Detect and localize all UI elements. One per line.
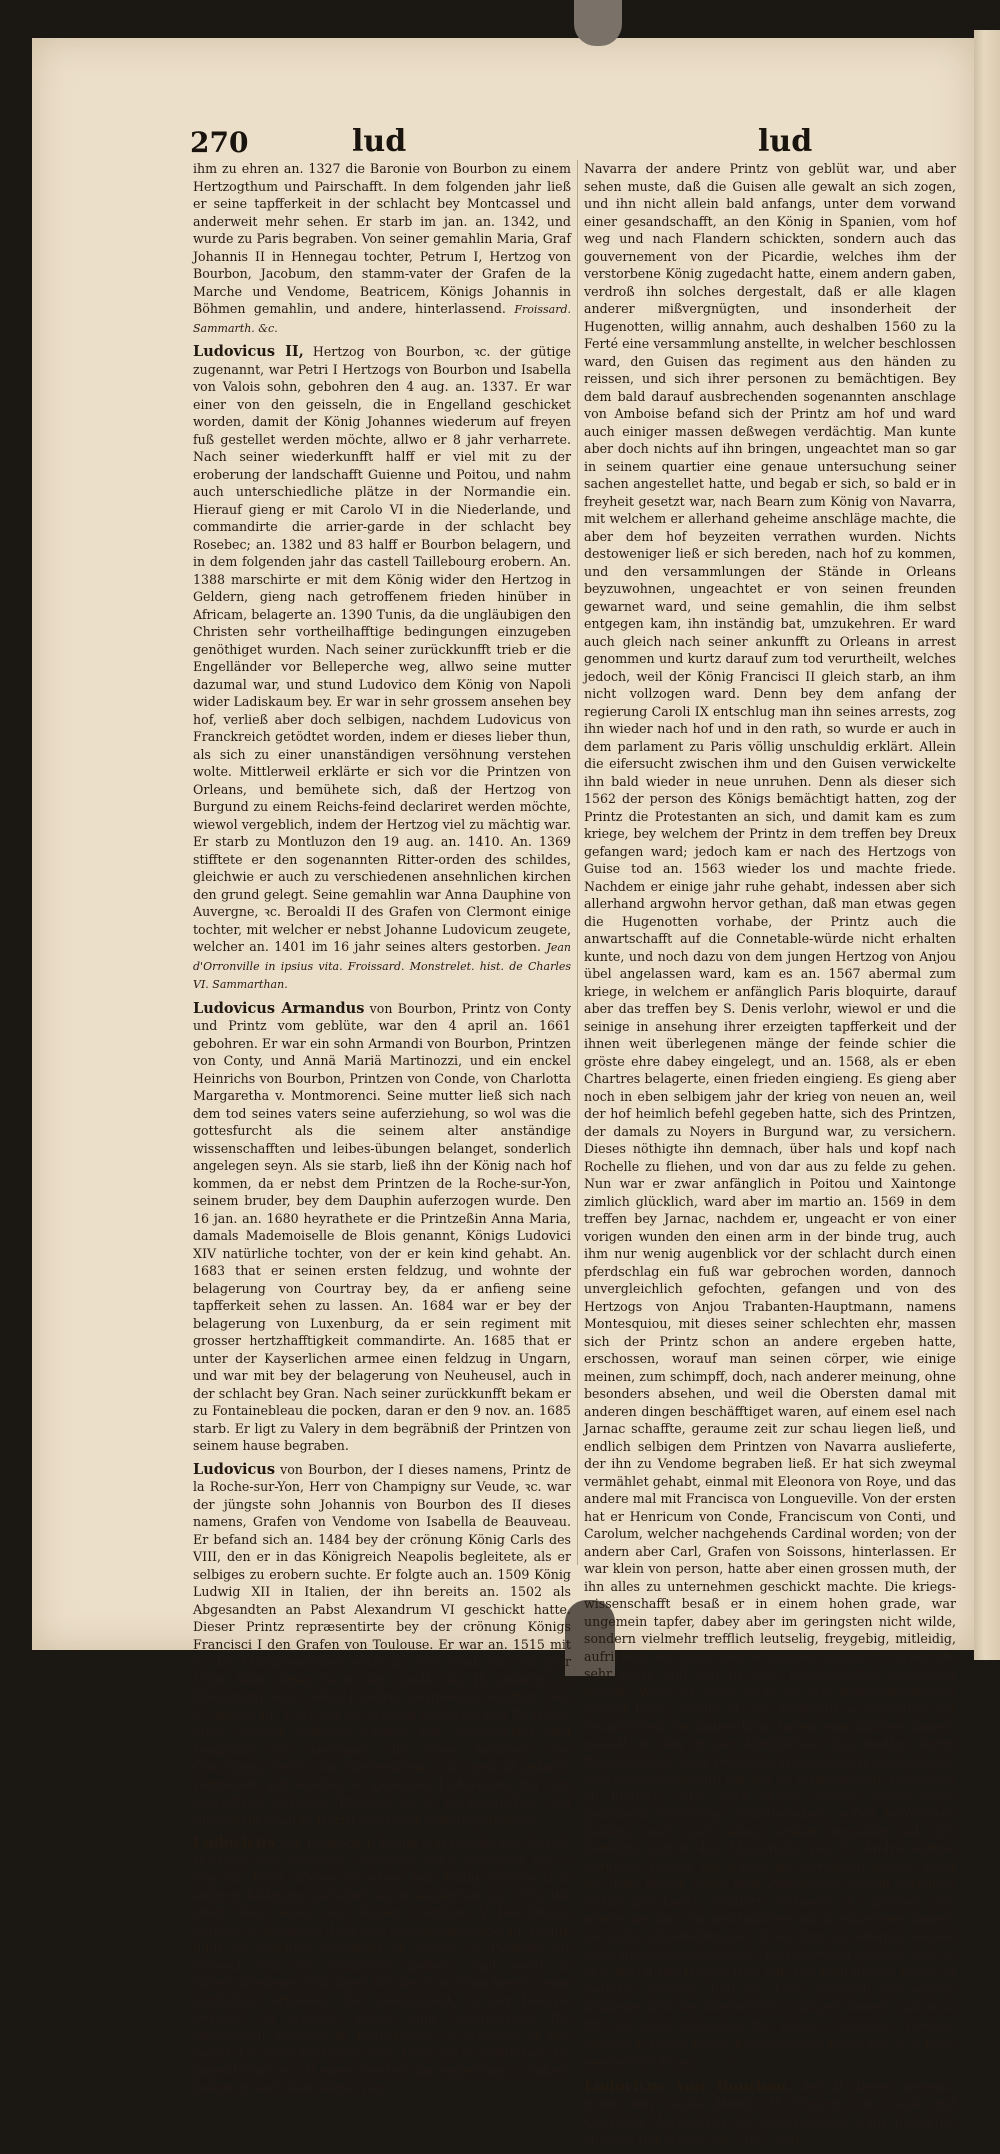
entry-text: Navarra der andere Printz von geblüt war, und aber sehen muste, daß die Guisen alle gewalt an sich zogen, und ihn nicht allein bald anfangs, unter dem vorwand einer gesandschafft, an den König in Spanien, vom hof weg und nach Flandern schickten, sondern auch das gouvernement von der Picardie, welches ihm der verstorbene König zugedacht hatte, einem andern gaben, verdroß ihn solches dergestalt, daß er alle klagen anderer mißvergnügten, und insonderheit der Hugenotten, willig annahm, auch deshalben 1560 zu la Ferté eine versammlung anstellte, in welcher beschlossen ward, den Guisen das regiment aus den händen zu reissen, und sich ihrer personen zu bemächtigen. Bey dem bald darauf ausbrechenden sogenannten anschlage von Amboise befand sich der Printz am hof und ward auch einiger massen deßwegen verdächtig. Man kunte aber doch nichts auf ihn bringen, ungeachtet man so gar in seinem quartier eine genaue untersuchung seiner sachen angestellet hatte, und begab er sich, so bald er in freyheit gesetzt war, nach Bearn zum König von Navarra, mit welchem er allerhand geheime anschläge machte, die aber dem hof beyzeiten verrathen wurden. Nichts destoweniger ließ er sich bereden, nach hof zu kommen, und den versammlungen der Stände in Orleans beyzuwohnen, ungeachtet er von seinen freunden gewarnet ward, und seine gemahlin, die ihm selbst entgegen kam, ihn inständig bat, umzukehren. Er ward auch gleich nach seiner ankunfft zu Orleans in arrest genommen und kurtz darauf zum tod verurtheilt, welches jedoch, weil der König Francisci II gleich starb, an ihm nicht vollzogen ward. Denn bey dem anfang der regierung Caroli IX entschlug man ihn seines arrests, zog ihn wieder nach hof und in den rath, so wurde er auch in dem parlament zu Paris völlig unschuldig erklärt. Allein die eifersucht zwischen ihm und den Guisen verwickelte ihn bald wieder in neue unruhen. Denn als dieser sich 1562 der person des Königs bemächtigt hatten, zog der Printz die Protestanten an sich, und damit kam es zum kriege, bey welchem der Printz in dem treffen bey Dreux gefangen ward; jedoch kam er nach des Hertzogs von Guise tod an. 1563 wieder los und machte friede. Nachdem er einige jahr ruhe gehabt, indessen aber sich allerhand argwohn hervor gethan, daß man etwas gegen die Hugenotten vorhabe, der Printz auch die anwartschafft auf die Connetable-würde nicht erhalten kunte, und noch dazu von dem jungen Hertzog von Anjou übel angelassen ward, kam es an. 1567 abermal zum kriege, in welchem er anfänglich Paris bloquirte, darauf aber das treffen bey S. Denis verlohr, wiewol er und die seinige in ansehung ihrer erzeigten tapfferkeit und der ihnen weit überlegenen mänge der feinde schier die gröste ehre dabey eingelegt, und an. 1568, als er eben Chartres belagerte, einen frieden eingieng. Es gieng aber noch in eben selbigem jahr der krieg von neuen an, weil der hof heimlich befehl gegeben hatte, sich des Printzen, der damals zu Noyers in Burgund war, zu versichern. Dieses nöthigte ihn demnach, über hals und kopf nach Rochelle zu fliehen, und von dar aus zu felde zu gehen. Nun war er zwar anfänglich in Poitou und Xaintonge zimlich glücklich, ward aber im martio an. 1569 in dem treffen bey Jarnac, nachdem er, ungeacht er von einer vorigen wunden den einen arm in der binde trug, auch ihm nur wenig augenblick vor der schlacht durch einen pferdschlag ein fuß war gebrochen worden, dannoch unvergleichlich gefochten, gefangen und von des Hertzogs von Anjou Trabanten-Hauptmann, namens Montesquiou, mit dieses seiner schlechten ehr, massen sich der Printz schon an andere ergeben hatte, erschossen, worauf man seinen cörper, wie einige meinen, zum schimpff, doch, nach anderer meinung, ohne besonders absehen, und weil die Obersten damal mit anderen dingen beschäfftiget waren, auf einem esel nach Jarnac schaffte, geraume zeit zur schau liegen ließ, und endlich selbigen dem Printzen von Navarra auslieferte, der ihn zu Vendome begraben ließ. Er hat sich zweymal vermählet gehabt, einmal mit Eleonora von Roye, und das andere mal mit Francisca von Longueville. Von der ersten hat er Henricum von Conde, Franciscum von Conti, und Carolum, welcher nachgehends Cardinal worden; von der andern aber Carl, Grafen von Soissons, hinterlassen. Er war klein von person, hatte aber einen grossen muth, der ihn alles zu unternehmen geschickt machte. Die kriegs-wissenschafft besaß er in einem hohen grade, war ungemein tapfer, dabey aber im geringsten nicht wilde, sondern vielmehr trefflich leutselig, freygebig, mitleidig, aufrichtig, ein feind aller schlimmen räncke. Er schertzte sehr gern, und war in allen gelegenheiten ausbündig beredt. Wenn er nicht stets so viel widerwärtigkeiten gehabt hätte, würde er sich vielleicht so wollüstig und insonderheit die frauen-liebe haben einschläffern lassen, gestalt er den in der Königlichen frau mutter ihrem frauenzimmer zwey berühmte liebes-abentheuren gehabt, welche die Regentin, um ihn an ernsthafftern gedancken zu hindern, oder auch durch solches mittel seine geheimen vorschläge auszuforschen, selbst beförderen helffen, auch nach seiner ersten gemahlin tod sich bemühte durch des Marschalls von S. Andre wittwe berücken lassen, um solche zu heyrathen; wiewol sonst die liebe dieser Dame dem Printzen in seinem vorhaben nichts geschadet, sondern vielmehr ihr grosses gut, wovon sie ihm ein ansehnliches stück zukommen lassen, gar wohl aufgeholffen hat. Es wil ihm von einigen, wiewol ohne gnugsame gewißheit, beygemessen werden, daß er sich durch die Hugenotten auf den Königlichen thron zu zwingen gesucht, und an. 1567 müntzen mit seinem bildnisse und der überschrifft schlagen lassen; (584, 161, 956, 2014)
entry-ludovicus-conde-ii (584, 2078, 956, 2148)
entry-continuation (584, 160, 956, 2072)
entry-lead: Ludovicus von Bourbon, (584, 2077, 792, 2095)
running-head-right: lud (758, 124, 813, 159)
entry-source: Thuanus. Mezerai. P. Daniel. Davila. Brantome capit. Franc. tom. 3. le Blanc memoires de France. (584, 2019, 956, 2069)
column-divider (577, 160, 578, 1565)
left-column (193, 160, 571, 2103)
entry-ludovicus-armandus (193, 1000, 571, 1455)
page-number: 270 (190, 126, 249, 159)
entry-text: von Bourbon I, Printz von Condé, war Caroli, Hertzogs von Vendome, siebender sohn, gebohren den 7 may an. 1530. Wiewol er schon dem König Henrico II in einigen feldzügen gefolget, auch sonderlich an. 1552 die stadt Metz wider den Kayser Carolum V beschützen helffen, so fienge er doch erst nach dessen tode an, rechte figur zu machen, nachdem er vorher in Piemont als Colonel von der infanterie gedient, und sonst in unterschiedenen feldzügen für die Cron Franckreich seine tapfferkeit erwiesen. Die gelegenheit, in der historie bekannt zu werden, gaben ihm meistentheils die innerlichen unruhen in Franckreich, in welchen er das haupt der einen partheyen war. Denn als er hoffte bey der jugend Francisci II einen theil an der regierung zu haben, indem er nach dem König von (193, 1835, 571, 2095)
entry-lead: Ludovicus II, (193, 343, 304, 360)
entry-text: ihm zu ehren an. 1327 die Baronie von Bourbon zu einem Hertzogthum und Pairschafft. In dem folgenden jahr ließ er seine tapfferkeit in der schlacht bey Montcassel und anderweit mehr sehen. Er starb im jan. an. 1342, und wurde zu Paris begraben. Von seiner gemahlin Maria, Graf Johannis II in Hennegau tochter, Petrum I, Hertzog von Bourbon, Jacobum, den stamm-vater der Grafen de la Marche und Vendome, Beatricem, Königs Johannis in Böhmen gemahlin, und andere, hinterlassend. (193, 161, 571, 316)
entry-ludovicus-conde-i (193, 1834, 571, 2097)
next-page-edge (974, 30, 1000, 1660)
top-clip (574, 0, 622, 46)
entry-lead: Ludovicus (193, 1834, 276, 1851)
entry-ludovicus-roche-sur-yon (193, 1461, 571, 1829)
entry-text: Hertzog von Bourbon, ꝛc. der gütige zugenannt, war Petri I Hertzogs von Bourbon und Isabella von Valois sohn, gebohren den 4 aug. an. 1337. Er war einer von den geisseln, die in Engelland geschicket worden, damit der König Johannes wiederum auf freyen fuß gestellet werden möchte, allwo er 8 jahr verharrete. Nach seiner wiederkunfft halff er viel mit zu der eroberung der landschafft Guienne und Poitou, und nahm auch unterschiedliche plätze in der Normandie ein. Hierauf gieng er mit Carolo VI in die Niederlande, und commandirte die arrier-garde in der schlacht bey Rosebec; an. 1382 und 83 halff er Bourbon belagern, und in dem folgenden jahr das castell Taillebourg erobern. An. 1388 marschirte er mit dem König wider den Hertzog in Geldern, gieng nach getroffenem frieden hinüber in Africam, belagerte an. 1390 Tunis, da die ungläubigen den Christen sehr vortheilhafftige bedingungen einzugeben genöthiget wurden. Nach seiner zurückkunfft trieb er die Engelländer vor Belleperche weg, allwo seine mutter dazumal war, und stund Ludovico dem König von Napoli wider Ladiskaum bey. Er war in sehr grossem ansehen bey hof, verließ aber doch selbigen, nachdem Ludovicus von Franckreich getödtet worden, indem er dieses lieber thun, als sich zu einer unanständigen versöhnung verstehen wolte. Mittlerweil erklärte er sich vor die Printzen von Orleans, und bemühete sich, daß der Hertzog von Burgund zu einem Reichs-feind declariret werden möchte, wiewol vergeblich, indem der Hertzog viel zu mächtig war. Er starb zu Montluzon den 19 aug. an. 1410. An. 1369 stifftete er den sogenannten Ritter-orden des schildes, gleichwie er auch zu verschiedenen ansehnlichen kirchen den grund gelegt. Seine gemahlin war Anna Dauphine von Auvergne, ꝛc. Beroaldi II des Grafen von Clermont einige tochter, mit welcher er nebst Johanne Ludovicum zeugete, welcher an. 1401 im 16 jahr seines alters gestorben. (193, 344, 571, 954)
entry-text: von Bourbon, der I dieses namens, Printz de la Roche-sur-Yon, Herr von Champigny sur Veude, ꝛc. war der jüngste sohn Johannis von Bourbon des II dieses namens, Grafen von Vendome von Isabella de Beauveau. Er befand sich an. 1484 bey der crönung König Carls des VIII, den er in das Königreich Neapolis begleitete, als er selbiges zu erobern suchte. Er folgte auch an. 1509 König Ludwig XII in Italien, der ihn bereits an. 1502 als Abgesandten an Pabst Alexandrum VI geschickt hatte. Dieser Printz repræsentirte bey der crönung Königs Francisci I den Grafen von Toulouse. Er war an. 1515 mit in der Marignanischen schlacht, und starb um das jahr 1520. Sein cörper ist in der capelle des H. Ludwigs zu Champigny, so er selbst fundiret, beygesetzet worden. Den 21 martii an. 1504 hat er sich mit Ludovica von Bourbon, einer tochter Gilberts, Grafen von Montpensier und Dauphins von Auvergne, die zuvor Andream von Chauvigny, Herrn von Chateauroux, zum gemahl gehabt, vermählet, mit welcher er gezeuget Ludovicum, der ihm succediret; Carolum, Printzen de la Roche-sur-Yon, und Susannam, Claudii Herrn von Rieur andere gemahlin. (193, 1461, 571, 1827)
entry-text: von Bourbon, Printz von Conty und Printz vom geblüte, war den 4 april an. 1661 gebohren. Er war ein sohn Armandi von Bourbon, Printzen von Conty, und Annä Mariä Martinozzi, und ein enckel Heinrichs von Bourbon, Printzen von Conde, von Charlotta Margaretha v. Montmorenci. Seine mutter ließ sich nach dem tod seines vaters seine auferziehung, so wol was die gottesfurcht als die seinem alter anständige wissenschafften und leibes-übungen belanget, sonderlich angelegen seyn. Als sie starb, ließ ihn der König nach hof kommen, da er nebst dem Printzen de la Roche-sur-Yon, seinem bruder, bey dem Dauphin auferzogen wurde. Den 16 jan. an. 1680 heyrathete er die Printzeßin Anna Maria, damals Mademoiselle de Blois genannt, Königs Ludovici XIV natürliche tochter, von der er kein kind gehabt. An. 1683 that er seinen ersten feldzug, und wohnte der belagerung von Courtray bey, da er anfieng seine tapfferkeit sehen zu lassen. An. 1684 war er bey der belagerung von Luxenburg, da er sein regiment mit grosser hertzhafftigkeit commandirte. An. 1685 that er unter der Kayserlichen armee einen feldzug in Ungarn, und war mit bey der belagerung von Neuheusel, auch in der schlacht bey Gran. Nach seiner zurückkunfft bekam er zu Fontainebleau die pocken, daran er den 9 nov. an. 1685 starb. Er ligt zu Valery in dem begräbniß der Printzen von seinem hause begraben. (193, 1000, 572, 1453)
right-column (584, 160, 956, 2154)
entry-lead: Ludovicus Armandus (193, 999, 365, 1017)
entry-continuation (193, 160, 571, 337)
asterisk-mark: * (726, 2054, 733, 2069)
entry-source: Jean d'Orronville in ipsius vita. Froissard. Monstrelet. hist. de Charles VI. Sammarthan. (193, 941, 571, 991)
running-head-left: lud (352, 124, 407, 159)
entry-quote: Ludovicus XIII Dei gratia Francorum Rex primus Christianus. (584, 2000, 956, 2032)
entry-lead: Ludovicus (193, 1460, 276, 1478)
entry-text: der II dieses namens, Printz von Conde, Henrici II Printzen von Conde und Charlotta Margaretha von Montmorency sohn, gebohren zu Paris den 8 sept. an. 1621, war (584, 2078, 956, 2146)
entry-source: Froissard. Sammarth. &c. (193, 303, 571, 335)
entry-ludovicus-ii (193, 343, 571, 994)
